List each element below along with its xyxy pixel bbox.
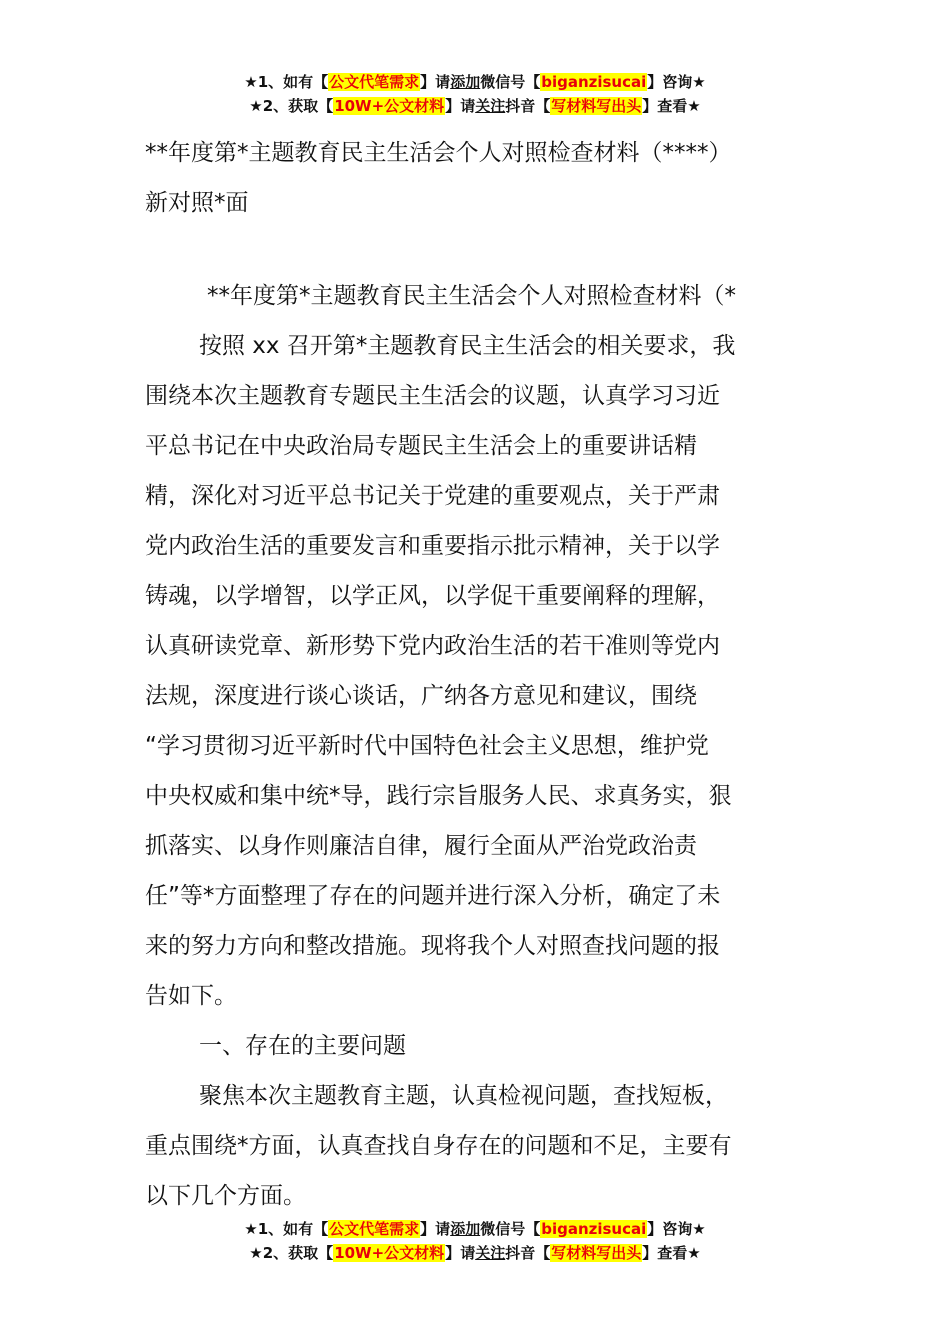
banner-text: ★2、获取【 [249, 97, 334, 115]
banner-text: 微信号【 [480, 1220, 541, 1238]
banner-line-1 [0, 70, 950, 94]
body-line: 抓落实、以身作则廉洁自律，履行全面从严治党政治责 [145, 833, 697, 859]
body-line: 以下几个方面。 [145, 1183, 306, 1209]
banner-line-2 [0, 94, 950, 118]
banner-text: 】请 [445, 97, 476, 115]
banner-text: 微信号【 [480, 73, 541, 91]
body-line: 认真研读党章、新形势下党内政治生活的若干准则等党内 [145, 633, 720, 659]
footer-banner [0, 1217, 950, 1265]
body-line: “学习贯彻习近平新时代中国特色社会主义思想，维护党 [145, 733, 709, 759]
banner-text: 】查看★ [642, 97, 701, 115]
banner-underline: 添加 [450, 73, 481, 91]
banner-text: 抖音【 [505, 97, 551, 115]
body-line: 按照 xx 召开第*主题教育民主生活会的相关要求，我 [199, 333, 736, 359]
banner-highlight: 写材料写出头 [551, 97, 642, 115]
body-heading: **年度第*主题教育民主生活会个人对照检查材料（* [207, 283, 736, 309]
banner-text: ★1、如有【 [244, 73, 329, 91]
body-line: 重点围绕*方面，认真查找自身存在的问题和不足，主要有 [145, 1133, 732, 1159]
banner-text: 】查看★ [642, 1244, 701, 1262]
title-line-2: 新对照*面 [145, 190, 249, 216]
header-banner [0, 70, 950, 118]
banner-highlight: 公文代笔需求 [329, 73, 420, 91]
body-line: 告如下。 [145, 983, 237, 1009]
banner-highlight: 10W+公文材料 [334, 1244, 445, 1262]
body-line: 党内政治生活的重要发言和重要指示批示精神，关于以学 [145, 533, 720, 559]
body-line: 精，深化对习近平总书记关于党建的重要观点，关于严肃 [145, 483, 720, 509]
section-heading: 一、存在的主要问题 [199, 1033, 406, 1059]
banner-text: 】请 [420, 1220, 451, 1238]
banner-text: 】咨询★ [647, 1220, 706, 1238]
body-line: 围绕本次主题教育专题民主生活会的议题，认真学习习近 [145, 383, 720, 409]
document-title [145, 128, 825, 228]
banner-underline: 添加 [450, 1220, 481, 1238]
body-line: 铸魂，以学增智，以学正风，以学促干重要阐释的理解， [145, 583, 720, 609]
banner-text: 抖音【 [505, 1244, 551, 1262]
banner-line-1 [0, 1217, 950, 1241]
banner-text: ★2、获取【 [249, 1244, 334, 1262]
body-line: 中央权威和集中统*导，践行宗旨服务人民、求真务实，狠 [145, 783, 732, 809]
body-line: 平总书记在中央政治局专题民主生活会上的重要讲话精 [145, 433, 697, 459]
banner-highlight: 写材料写出头 [551, 1244, 642, 1262]
banner-highlight: 10W+公文材料 [334, 97, 445, 115]
title-line-1: **年度第*主题教育民主生活会个人对照检查材料（****） [145, 140, 732, 166]
banner-highlight: 公文代笔需求 [329, 1220, 420, 1238]
banner-highlight: biganzisucai [541, 73, 647, 91]
body-line: 来的努力方向和整改措施。现将我个人对照查找问题的报 [145, 933, 720, 959]
banner-line-2 [0, 1241, 950, 1265]
banner-underline: 关注 [475, 1244, 506, 1262]
banner-highlight: biganzisucai [541, 1220, 647, 1238]
banner-underline: 关注 [475, 97, 506, 115]
body-line: 聚焦本次主题教育主题，认真检视问题，查找短板， [199, 1083, 728, 1109]
banner-text: 】请 [445, 1244, 476, 1262]
document-body [145, 271, 815, 1221]
body-line: 任”等*方面整理了存在的问题并进行深入分析，确定了未 [145, 883, 721, 909]
banner-text: 】咨询★ [647, 73, 706, 91]
banner-text: 】请 [420, 73, 451, 91]
body-line: 法规，深度进行谈心谈话，广纳各方意见和建议，围绕 [145, 683, 697, 709]
banner-text: ★1、如有【 [244, 1220, 329, 1238]
